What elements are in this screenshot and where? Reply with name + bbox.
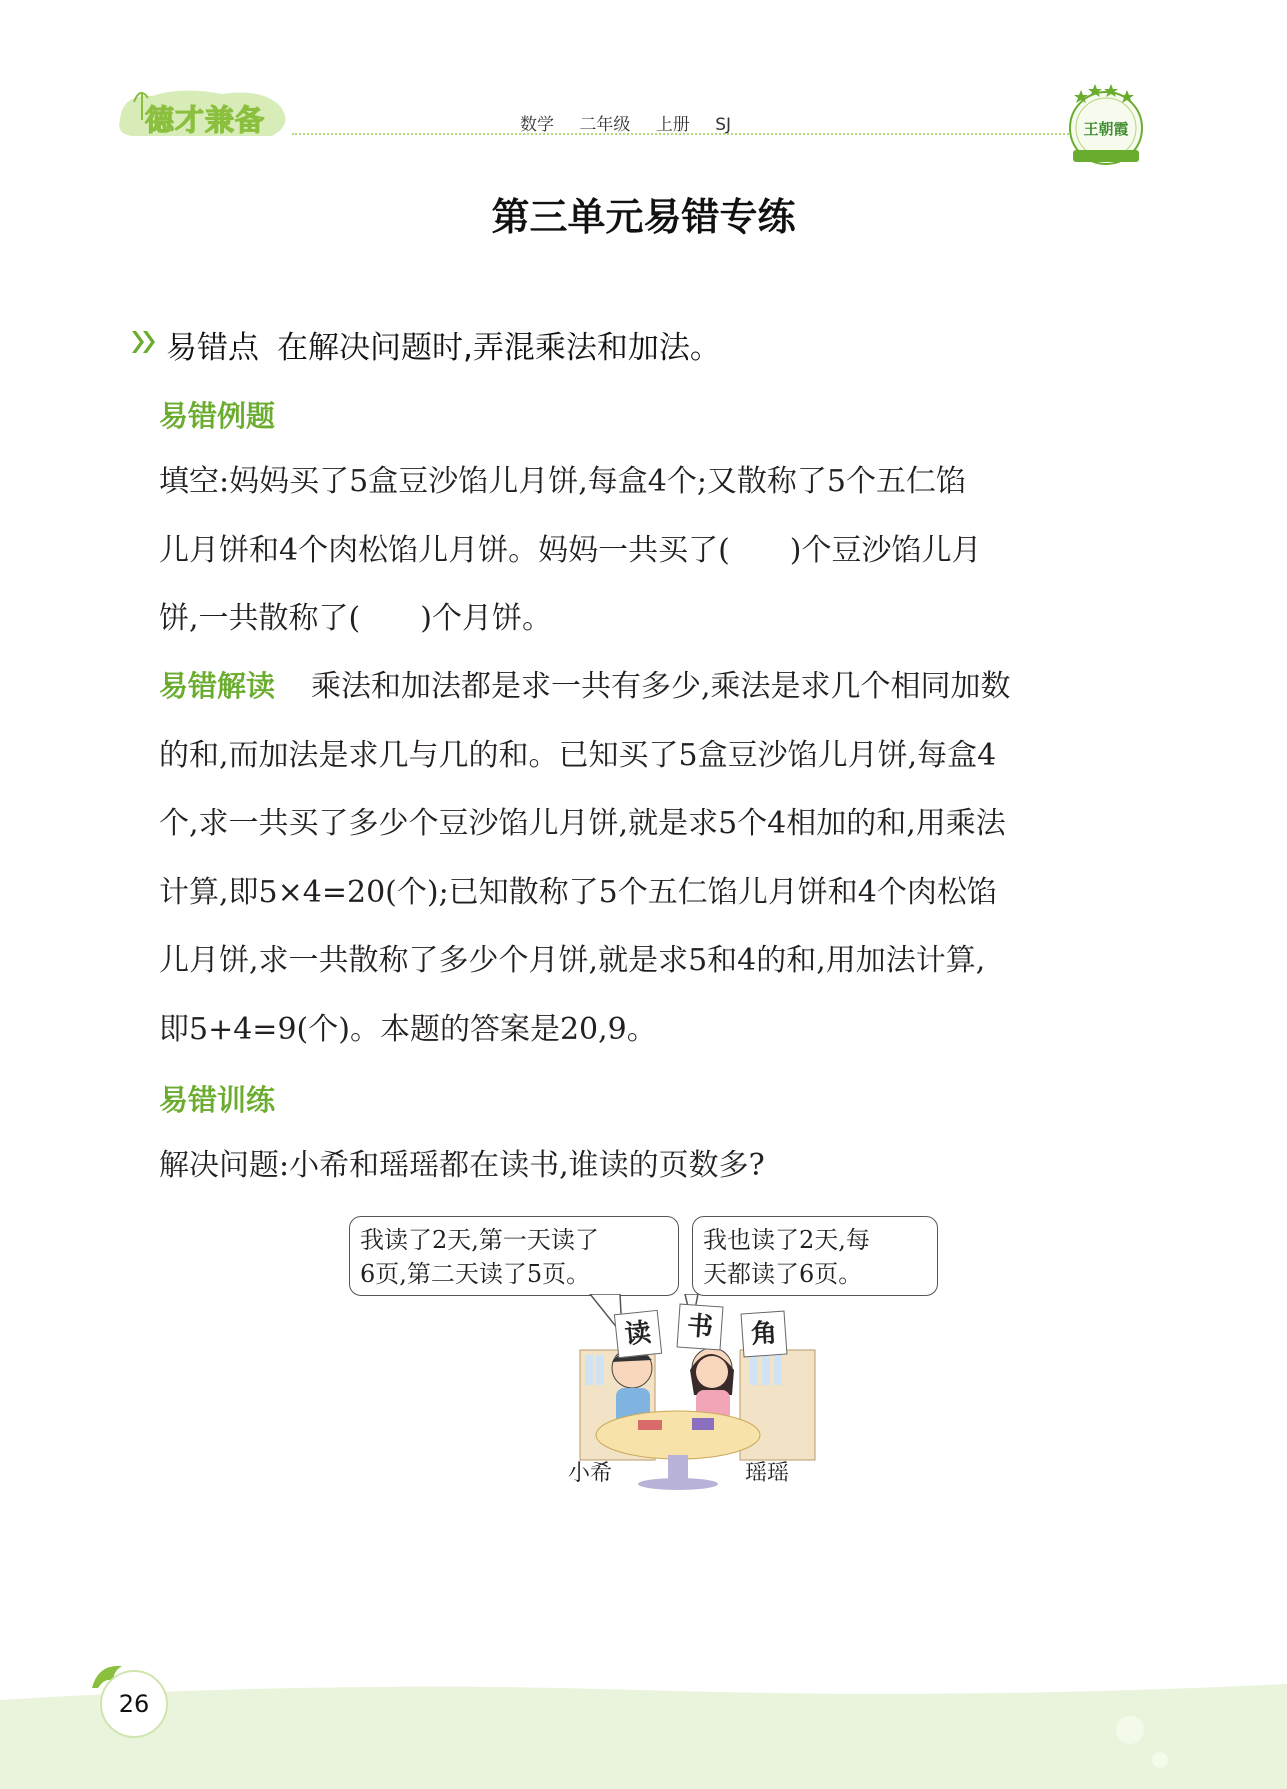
kid-name-yaoyao: 瑶瑶 [745,1461,790,1486]
kid-name-xiaoxi: 小希 [568,1461,613,1486]
error-point [166,322,721,367]
analysis-label: 易错解读 [159,669,276,703]
analysis-line: 计算,即5×4=20(个);已知散称了5个五仁馅儿月饼和4个肉松馅 [159,874,997,910]
training-question-text: 解决问题:小希和瑶瑶都在读书,谁读的页数多? [159,1148,765,1183]
subject-label: 数学 [520,115,554,135]
example-line: 饼,一共散称了( )个月饼。 [159,601,552,636]
bubble-line: 6页,第二天读了5页。 [360,1260,591,1288]
example-line: 儿月饼和4个肉松馅儿月饼。妈妈一共买了( )个豆沙馅儿月 [159,532,982,568]
speech-bubble-left [349,1216,679,1296]
analysis-line: 个,求一共买了多少个豆沙馅儿月饼,就是求5个4相加的和,用乘法 [159,806,1006,841]
grade-label: 二年级 [579,115,631,135]
page-title: 第三单元易错专练 [491,195,796,239]
training-question [159,1132,1139,1201]
speech-bubble-right [692,1216,938,1296]
training-label: 易错训练 [159,1083,276,1117]
sign-read: 读 [614,1310,662,1358]
example-text [159,448,1139,654]
page-number: 26 [100,1670,168,1738]
volume-label: 上册 [655,115,690,135]
header-divider [292,133,1072,135]
analysis-line: 的和,而加法是求几与几的和。已知买了5盒豆沙馅儿月饼,每盒4 [159,737,997,773]
bubble-line: 我读了2天,第一天读了 [360,1226,599,1254]
analysis-line: 即5+4=9(个)。本题的答案是20,9。 [159,1011,657,1047]
brand-name: 德才兼备 [145,103,266,137]
analysis-text [159,652,1139,1064]
edition-label: SJ [715,115,732,135]
example-line: 填空:妈妈买了5盒豆沙馅儿月饼,每盒4个;又散称了5个五仁馅 [159,464,967,499]
analysis-line: 儿月饼,求一共散称了多少个月饼,就是求5和4的和,用加法计算, [159,943,986,978]
analysis-line: 乘法和加法都是求一共有多少,乘法是求几个相同加数 [311,669,1011,704]
footer-decoration [0,1660,1287,1789]
sign-book: 书 [677,1304,724,1351]
double-chevron-icon [132,329,158,355]
publisher-mark: 王朝霞 [1083,120,1129,138]
error-point-text: 在解决问题时,弄混乘法和加法。 [277,330,721,366]
bubble-line: 天都读了6页。 [703,1260,863,1288]
example-label: 易错例题 [159,399,276,433]
error-point-label: 易错点 [166,330,259,366]
book-info [520,110,749,135]
bubble-line: 我也读了2天,每 [703,1226,870,1254]
sign-corner: 角 [741,1311,788,1358]
